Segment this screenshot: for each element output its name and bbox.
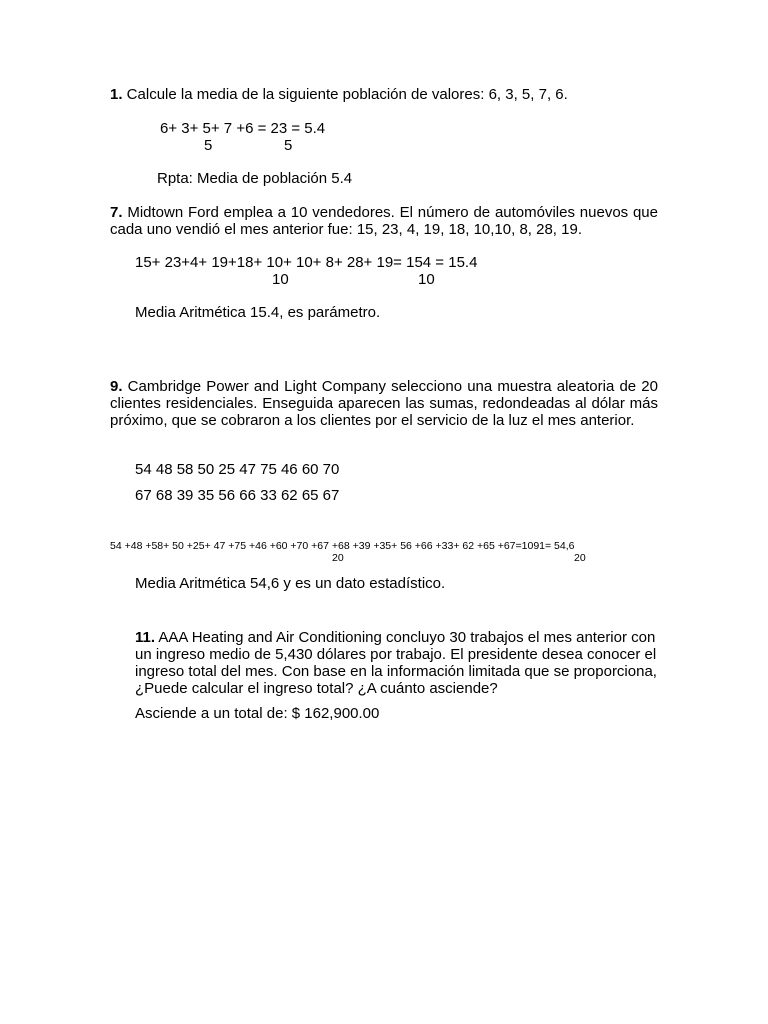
problem-11-answer: Asciende a un total de: $ 162,900.00 (135, 705, 380, 722)
problem-1-answer: Rpta: Media de población 5.4 (157, 170, 353, 187)
problem-9-equation: 54 +48 +58+ 50 +25+ 47 +75 +46 +60 +70 +67 +68 +39 +35+ 56 +66 +33+ 62 +65 +67=1091= 54,6 (110, 540, 575, 552)
problem-9-text: Cambridge Power and Light Company selecciono una muestra aleatoria de 20 clientes residenciales. Enseguida aparecen las sumas, redondeadas al dólar más próximo, que se cobraron a los clientes por el servicio de la luz el mes anterior. (110, 378, 658, 429)
problem-9-statement (110, 378, 658, 429)
problem-7-statement (110, 204, 658, 238)
problem-7-text: Midtown Ford emplea a 10 vendedores. El número de automóviles nuevos que cada uno vendió el mes anterior fue: 15, 23, 4, 19, 18, 10,10, 8, 28, 19. (110, 204, 658, 238)
problem-1-number: 1. (110, 86, 123, 103)
problem-7-answer: Media Aritmética 15.4, es parámetro. (135, 304, 381, 321)
problem-9-denominator-2: 20 (574, 552, 586, 564)
problem-1-text: Calcule la media de la siguiente población de valores: 6, 3, 5, 7, 6. (122, 86, 568, 103)
problem-11-number: 11. (135, 629, 156, 646)
problem-9-number: 9. (110, 378, 123, 395)
problem-7-denominator-2: 10 (418, 271, 435, 288)
problem-1-denominator-1: 5 (204, 137, 213, 154)
problem-1-denominator-2: 5 (284, 137, 293, 154)
problem-9-data-row-1: 54 48 58 50 25 47 75 46 60 70 (135, 461, 340, 478)
problem-1-equation: 6+ 3+ 5+ 7 +6 = 23 = 5.4 (160, 120, 326, 137)
problem-7-number: 7. (110, 204, 123, 221)
problem-7-equation: 15+ 23+4+ 19+18+ 10+ 10+ 8+ 28+ 19= 154 = 15.4 (135, 254, 478, 271)
problem-7-denominator-1: 10 (272, 271, 289, 288)
problem-1-statement (110, 86, 568, 103)
problem-9-answer: Media Aritmética 54,6 y es un dato estadístico. (135, 575, 446, 592)
problem-11-text: AAA Heating and Air Conditioning concluyo 30 trabajos el mes anterior con un ingreso medio de 5,430 dólares por trabajo. El presidente desea conocer el ingreso total del mes. Con base en la información limitada que se proporciona, ¿Puede calcular el ingreso total? ¿A cuánto asciende? (135, 629, 657, 697)
problem-9-denominator-1: 20 (332, 552, 344, 564)
problem-11-statement (135, 629, 658, 697)
problem-9-data-row-2: 67 68 39 35 56 66 33 62 65 67 (135, 487, 340, 504)
